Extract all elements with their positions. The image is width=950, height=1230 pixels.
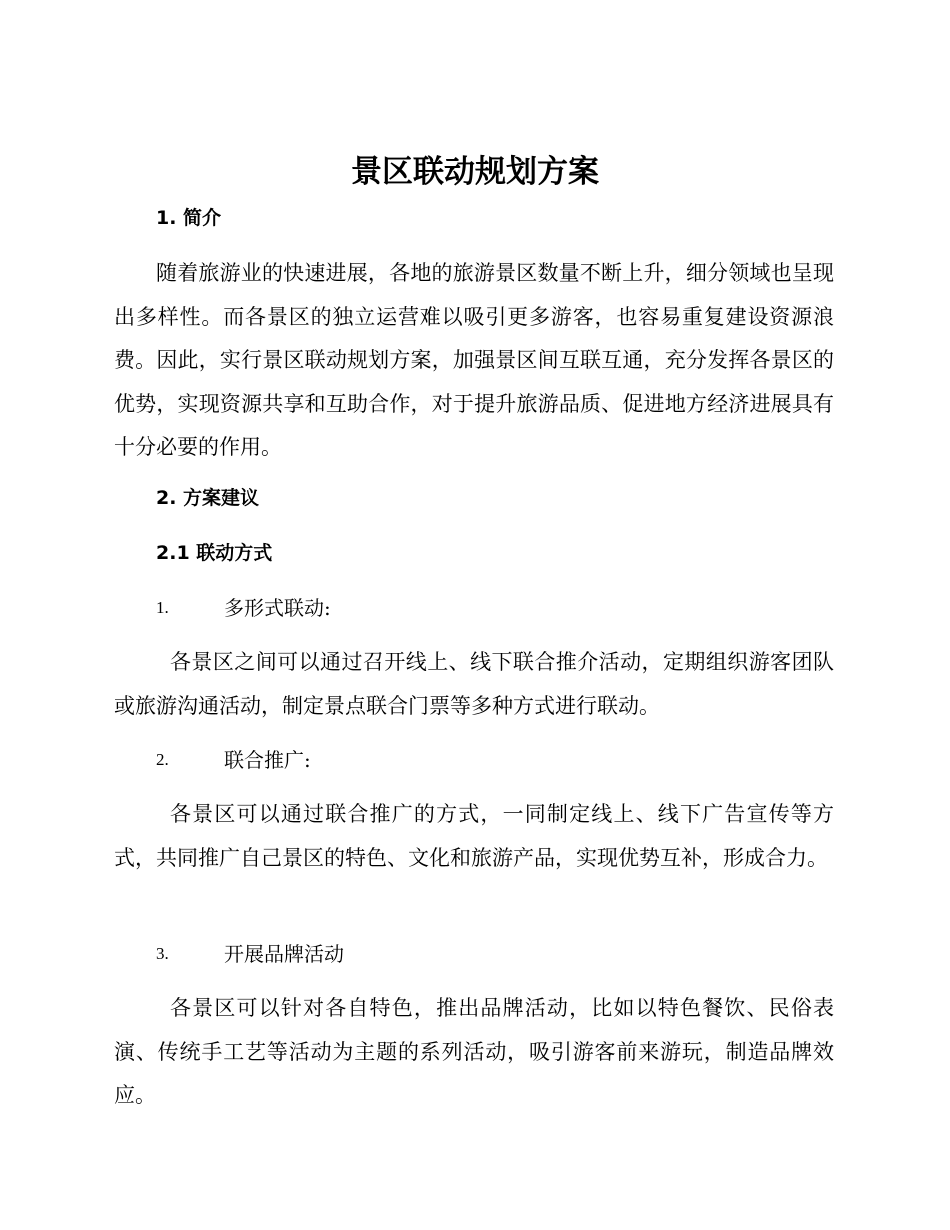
list-item-paragraph: 各景区之间可以通过召开线上、线下联合推介活动，定期组织游客团队或旅游沟通活动，制定景点联合门票等多种方式进行联动。 xyxy=(114,650,834,718)
list-item-title: 联合推广: xyxy=(224,748,311,772)
list-item-number: 1. xyxy=(156,598,169,617)
list-item-paragraph: 各景区可以通过联合推广的方式，一同制定线上、线下广告宣传等方式，共同推广自己景区的特色、文化和旅游产品，实现优势互补，形成合力。 xyxy=(114,802,834,870)
section-heading-intro: 1. 简介 xyxy=(156,207,222,229)
list-item-number: 2. xyxy=(156,750,169,769)
list-item-title: 多形式联动: xyxy=(224,596,331,620)
list-item-paragraph: 各景区可以针对各自特色，推出品牌活动，比如以特色餐饮、民俗表演、传统手工艺等活动为主题的系列活动，吸引游客前来游玩，制造品牌效应。 xyxy=(114,996,834,1107)
document-title: 景区联动规划方案 xyxy=(351,154,599,190)
subsection-heading-methods: 2.1 联动方式 xyxy=(156,542,273,564)
list-item-number: 3. xyxy=(156,944,169,963)
intro-paragraph: 随着旅游业的快速进展，各地的旅游景区数量不断上升，细分领域也呈现出多样性。而各景区的独立运营难以吸引更多游客，也容易重复建设资源浪费。因此，实行景区联动规划方案，加强景区间互联互通，充分发挥各景区的优势，实现资源共享和互助合作，对于提升旅游品质、促进地方经济进展具有十分必要的作用。 xyxy=(114,261,834,459)
list-item-title: 开展品牌活动 xyxy=(224,942,344,966)
section-heading-proposal: 2. 方案建议 xyxy=(156,487,260,509)
